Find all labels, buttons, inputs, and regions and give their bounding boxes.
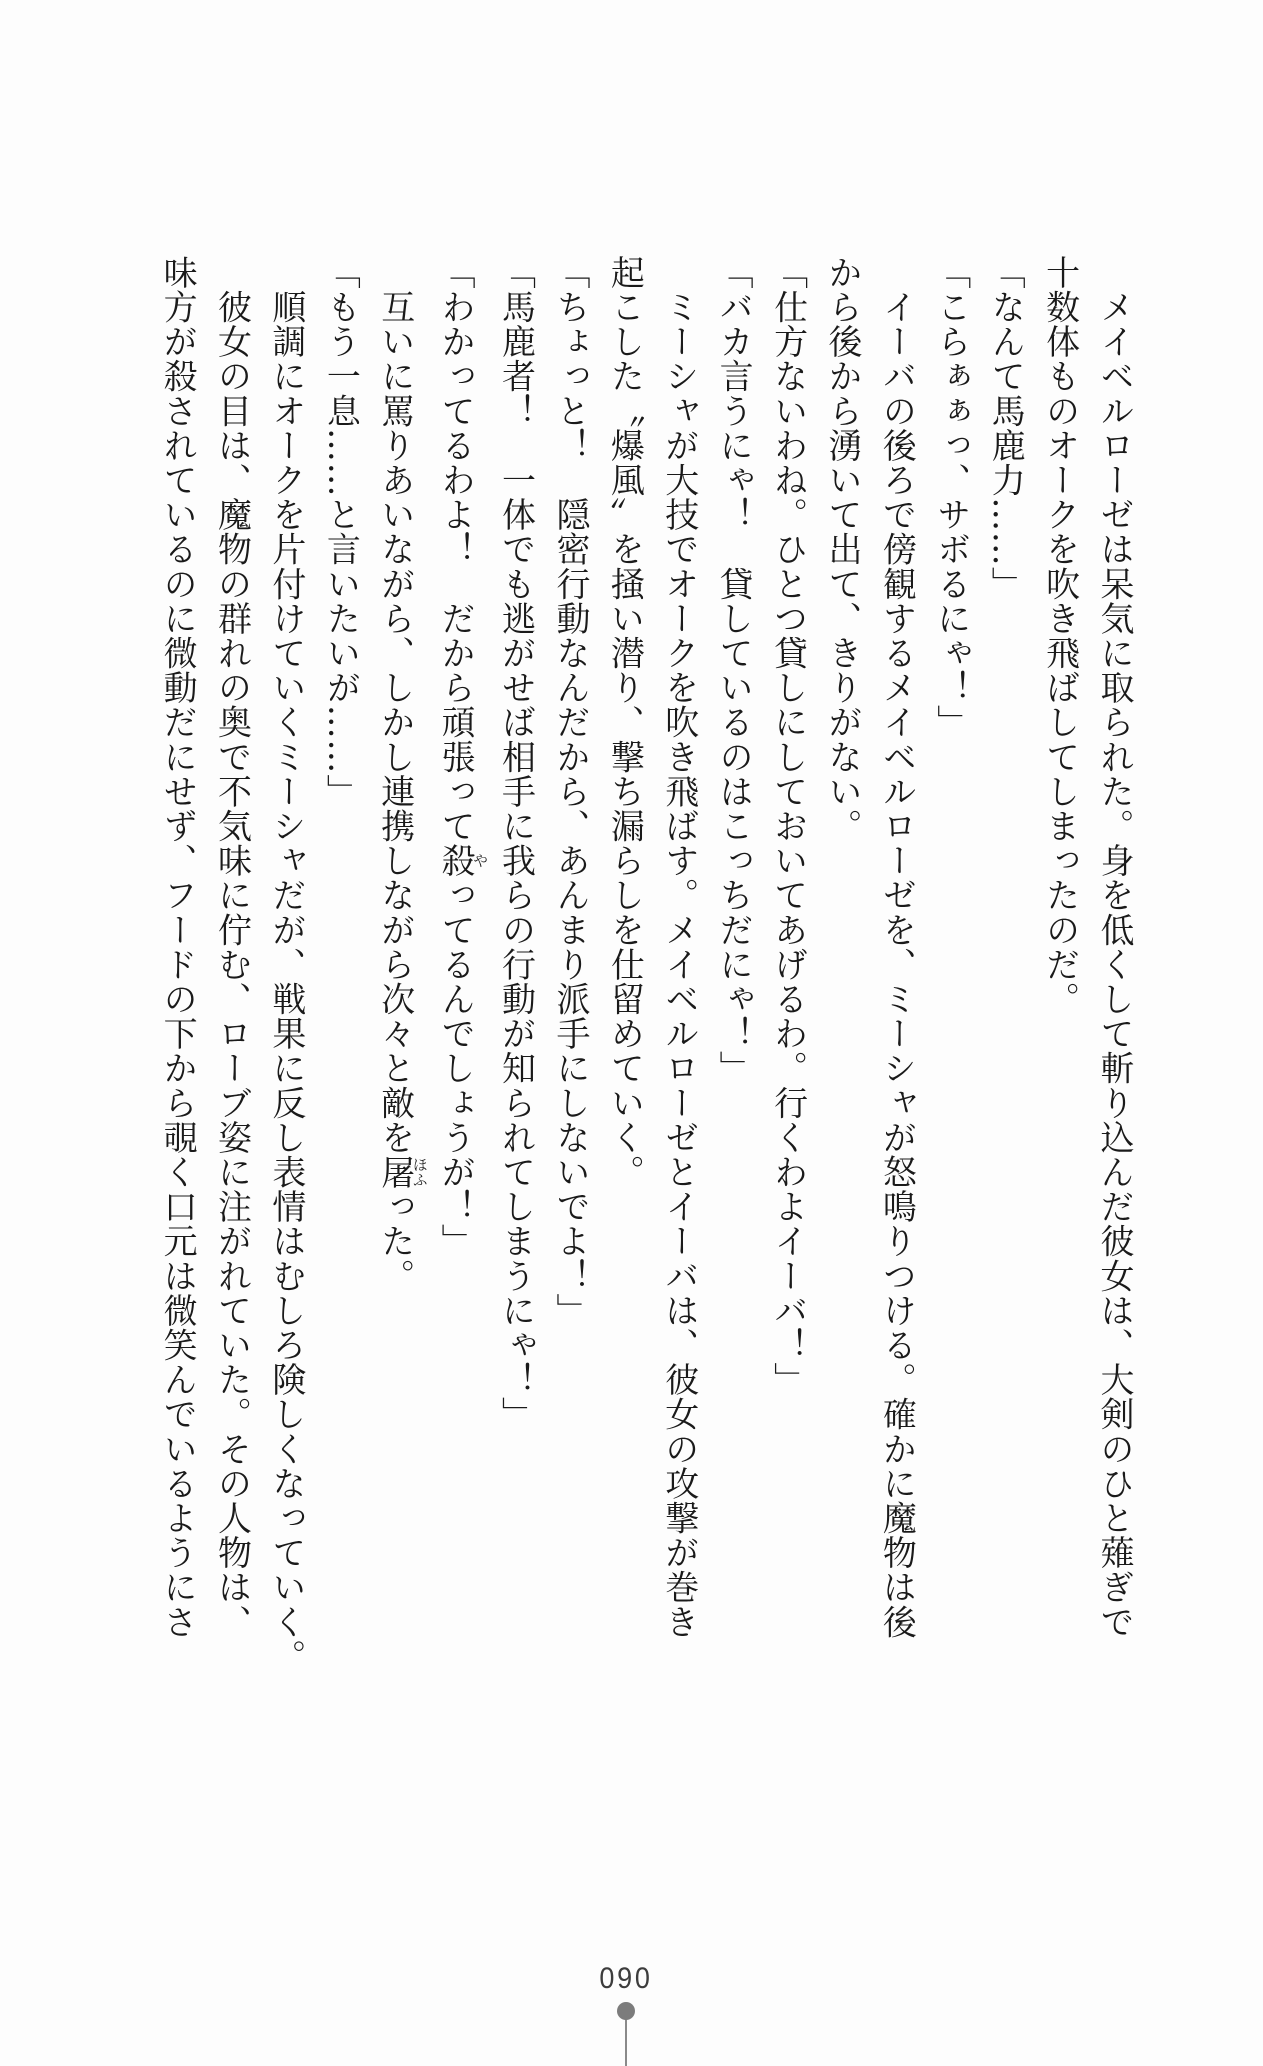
text-before-ruby: 互いに罵りあいながら、しかし連携しながら次々と敵を	[374, 255, 415, 1155]
ruby-base: 殺	[435, 843, 476, 878]
text-column-1: メイベルローゼは呆気に取られた。身を低くして斬り込んだ彼女は、大剣のひと薙ぎで	[1094, 255, 1134, 1639]
text-column-15: 「もう一息……と言いたいが……」	[320, 255, 361, 809]
footer-ornament-dot	[617, 2002, 635, 2020]
text-column-2: 十数体ものオークを吹き飛ばしてしまったのだ。	[1039, 255, 1080, 1017]
novel-text-area	[150, 255, 1141, 1674]
text-column-16: 順調にオークを片付けていくミーシャだが、戦果に反し表情はむしろ険しくなっていく。	[265, 255, 306, 1674]
text-column-14	[367, 255, 427, 1650]
text-column-17: 彼女の目は、魔物の群れの奥で不気味に佇む、ローブ姿に注がれていた。その人物は、	[211, 255, 252, 1639]
ruby-word	[435, 843, 490, 878]
text-column-8: 「バカ言うにゃ！ 貸しているのはこっちだにゃ！」	[713, 255, 754, 1086]
text-column-10: 起こした〝爆風〟を掻い潜り、撃ち漏らしを仕留めていく。	[604, 255, 645, 1190]
text-column-18: 味方が殺されているのに微動だにせず、フードの下から覗く口元は微笑んでいるようにさ	[157, 255, 198, 1639]
text-column-5: イーバの後ろで傍観するメイベルローゼを、ミーシャが怒鳴りつける。確かに魔物は後	[876, 255, 917, 1639]
text-column-12: 「馬鹿者！ 一体でも逃がせば相手に我らの行動が知られてしまうにゃ！」	[495, 255, 536, 1432]
ruby-annotation: ほふ	[410, 1154, 429, 1190]
text-column-3: 「なんて馬鹿力……」	[985, 255, 1026, 601]
text-column-13	[428, 255, 488, 1650]
text-after-ruby: った。	[374, 1189, 415, 1294]
text-column-9: ミーシャが大技でオークを吹き飛ばす。メイベルローゼとイーバは、彼女の攻撃が巻き	[658, 255, 699, 1639]
text-column-11: 「ちょっと！ 隠密行動なんだから、あんまり派手にしないでよ！」	[549, 255, 590, 1328]
text-column-7: 「仕方ないわね。ひとつ貸しにしておいてあげるわ。行くわよイーバ！」	[767, 255, 808, 1397]
text-column-6: から後から湧いて出て、きりがない。	[821, 255, 862, 844]
ruby-word	[374, 1154, 429, 1190]
text-before-ruby: 「わかってるわよ！ だから頑張って	[435, 255, 476, 844]
ruby-base: 屠	[374, 1154, 415, 1190]
text-column-4: 「こらぁぁっ、サボるにゃ！」	[930, 255, 971, 740]
page-number: 090	[599, 1962, 653, 1995]
ruby-annotation: や	[471, 843, 490, 878]
text-after-ruby: ってるんでしょうが！」	[435, 877, 476, 1259]
